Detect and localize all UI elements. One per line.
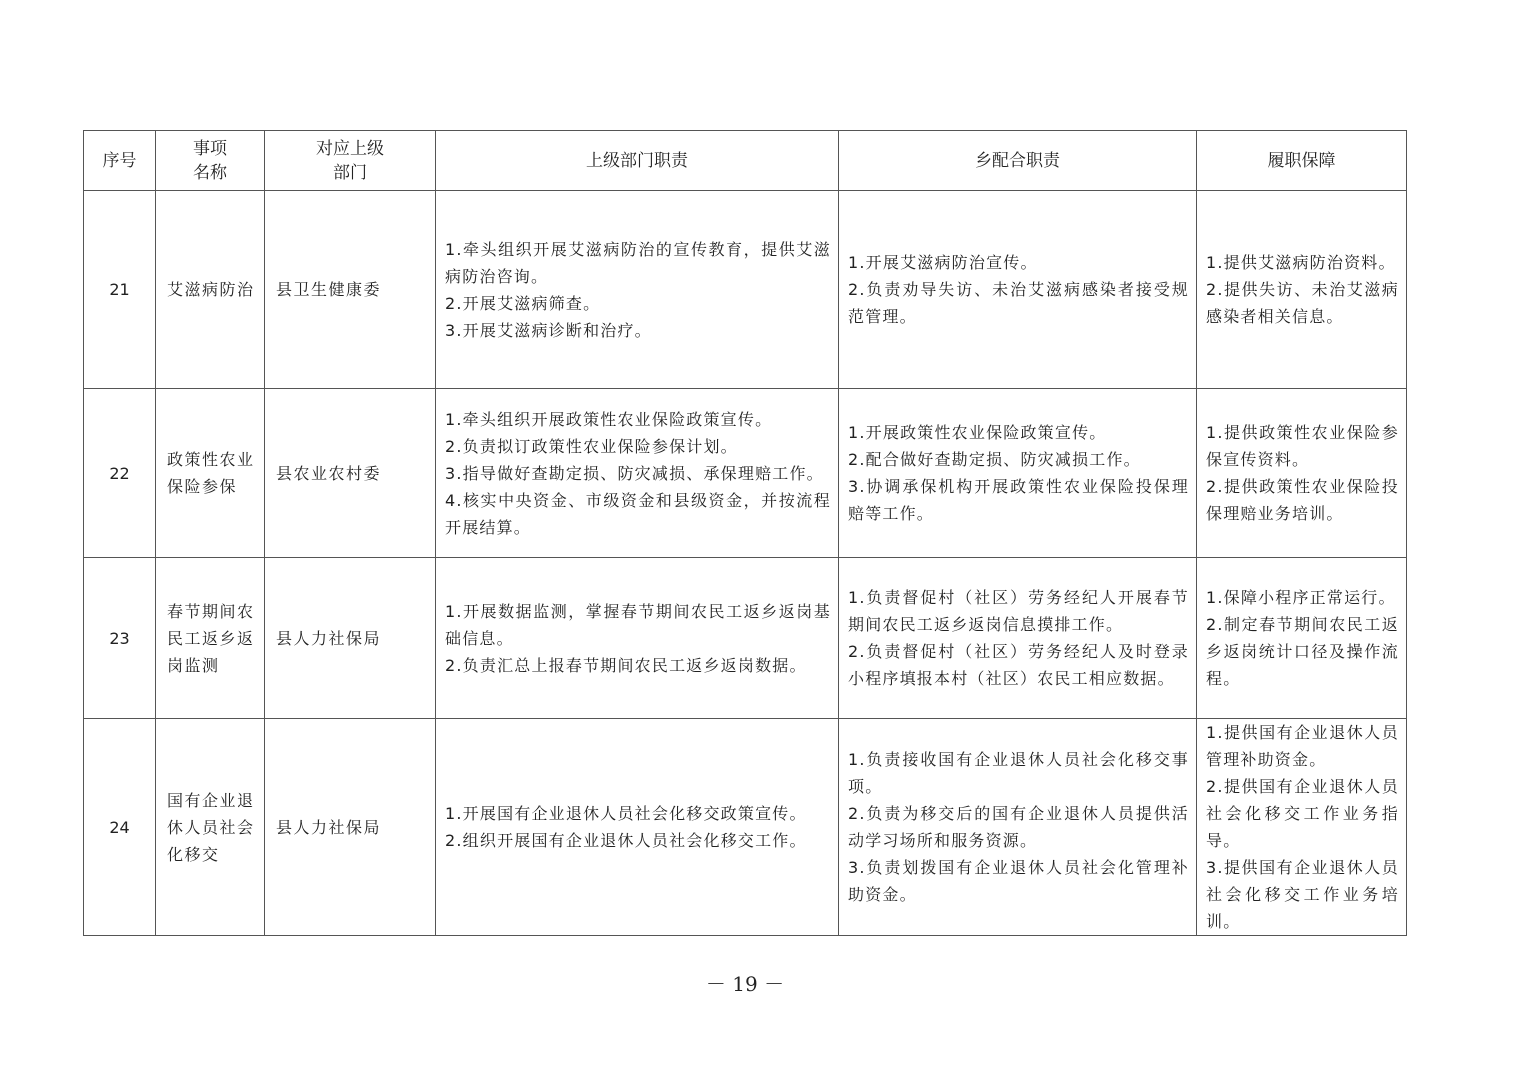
guarantee-line: 2.提供政策性农业保险投保理赔业务培训。: [1206, 477, 1399, 523]
header-name-line1: 事项: [193, 138, 227, 159]
guarantee-line: 1.提供国有企业退休人员管理补助资金。: [1206, 723, 1399, 769]
guarantee-cell: [1197, 389, 1407, 558]
header-dept-line2: 部门: [333, 162, 367, 183]
guarantee-line: 1.保障小程序正常运行。: [1206, 588, 1396, 607]
duty-line: 2.负责为移交后的国有企业退休人员提供活动学习场所和服务资源。: [848, 804, 1189, 850]
duty-line: 2.负责拟订政策性农业保险参保计划。: [445, 436, 738, 456]
table-row: [84, 389, 1407, 558]
guarantee-line: 1.提供艾滋病防治资料。: [1206, 253, 1396, 272]
duty-line: 1.负责接收国有企业退休人员社会化移交事项。: [848, 750, 1189, 796]
upper-duty-cell: [436, 191, 839, 389]
item-name: 春节期间农民工返乡返岗监测: [156, 558, 265, 719]
upper-department: 县人力社保局: [265, 719, 436, 936]
duty-line: 1.牵头组织开展政策性农业保险政策宣传。: [445, 409, 773, 429]
guarantee-cell: [1197, 719, 1407, 936]
header-num: 序号: [84, 131, 156, 191]
table-row: [84, 558, 1407, 719]
header-dept: [265, 131, 436, 191]
duty-line: 2.负责督促村（社区）劳务经纪人及时登录小程序填报本村（社区）农民工相应数据。: [848, 642, 1189, 688]
duty-line: 2.组织开展国有企业退休人员社会化移交工作。: [445, 831, 807, 850]
upper-duty-cell: [436, 389, 839, 558]
duty-line: 3.开展艾滋病诊断和治疗。: [445, 320, 652, 340]
upper-duty-cell: [436, 558, 839, 719]
duty-line: 1.开展国有企业退休人员社会化移交政策宣传。: [445, 804, 807, 823]
header-guarantee: 履职保障: [1197, 131, 1407, 191]
item-name: 艾滋病防治: [156, 191, 265, 389]
guarantee-line: 2.制定春节期间农民工返乡返岗统计口径及操作流程。: [1206, 615, 1399, 688]
header-upper-duty: 上级部门职责: [436, 131, 839, 191]
guarantee-line: 3.提供国有企业退休人员社会化移交工作业务培训。: [1206, 858, 1399, 931]
table-row: [84, 719, 1407, 936]
page-number: － 19 －: [705, 972, 785, 996]
guarantee-line: 2.提供国有企业退休人员社会化移交工作业务指导。: [1206, 777, 1399, 850]
duty-line: 2.负责汇总上报春节期间农民工返乡返岗数据。: [445, 655, 807, 675]
header-name-line2: 名称: [193, 162, 227, 183]
guarantee-line: 1.提供政策性农业保险参保宣传资料。: [1206, 423, 1399, 469]
item-name: 政策性农业保险参保: [156, 389, 265, 558]
duty-line: 1.开展艾滋病防治宣传。: [848, 253, 1038, 272]
duty-line: 1.负责督促村（社区）劳务经纪人开展春节期间农民工返乡返岗信息摸排工作。: [848, 588, 1189, 634]
duty-line: 4.核实中央资金、市级资金和县级资金，并按流程开展结算。: [445, 490, 831, 537]
upper-department: 县卫生健康委: [265, 191, 436, 389]
upper-department: 县人力社保局: [265, 558, 436, 719]
duty-line: 1.牵头组织开展艾滋病防治的宣传教育，提供艾滋病防治咨询。: [445, 239, 831, 286]
header-town-duty: 乡配合职责: [839, 131, 1197, 191]
header-dept-line1: 对应上级: [316, 138, 384, 159]
header-name: [156, 131, 265, 191]
town-duty-cell: [839, 191, 1197, 389]
upper-duty-cell: [436, 719, 839, 936]
upper-department: 县农业农村委: [265, 389, 436, 558]
town-duty-cell: [839, 389, 1197, 558]
guarantee-cell: [1197, 191, 1407, 389]
duty-line: 3.指导做好查勘定损、防灾减损、承保理赔工作。: [445, 463, 824, 483]
row-number: 23: [84, 558, 156, 719]
duty-line: 2.负责劝导失访、未治艾滋病感染者接受规范管理。: [848, 280, 1189, 326]
table-header-row: [84, 131, 1407, 191]
guarantee-line: 2.提供失访、未治艾滋病感染者相关信息。: [1206, 280, 1399, 326]
duty-line: 3.负责划拨国有企业退休人员社会化管理补助资金。: [848, 858, 1189, 904]
duty-line: 3.协调承保机构开展政策性农业保险投保理赔等工作。: [848, 477, 1189, 523]
duty-line: 1.开展数据监测，掌握春节期间农民工返乡返岗基础信息。: [445, 601, 831, 648]
town-duty-cell: [839, 558, 1197, 719]
responsibility-table: [83, 130, 1407, 936]
row-number: 21: [84, 191, 156, 389]
duty-line: 2.配合做好查勘定损、防灾减损工作。: [848, 450, 1141, 469]
row-number: 22: [84, 389, 156, 558]
duty-line: 1.开展政策性农业保险政策宣传。: [848, 423, 1107, 442]
town-duty-cell: [839, 719, 1197, 936]
guarantee-cell: [1197, 558, 1407, 719]
table-row: [84, 191, 1407, 389]
item-name: 国有企业退休人员社会化移交: [156, 719, 265, 936]
duty-line: 2.开展艾滋病筛查。: [445, 293, 601, 313]
row-number: 24: [84, 719, 156, 936]
